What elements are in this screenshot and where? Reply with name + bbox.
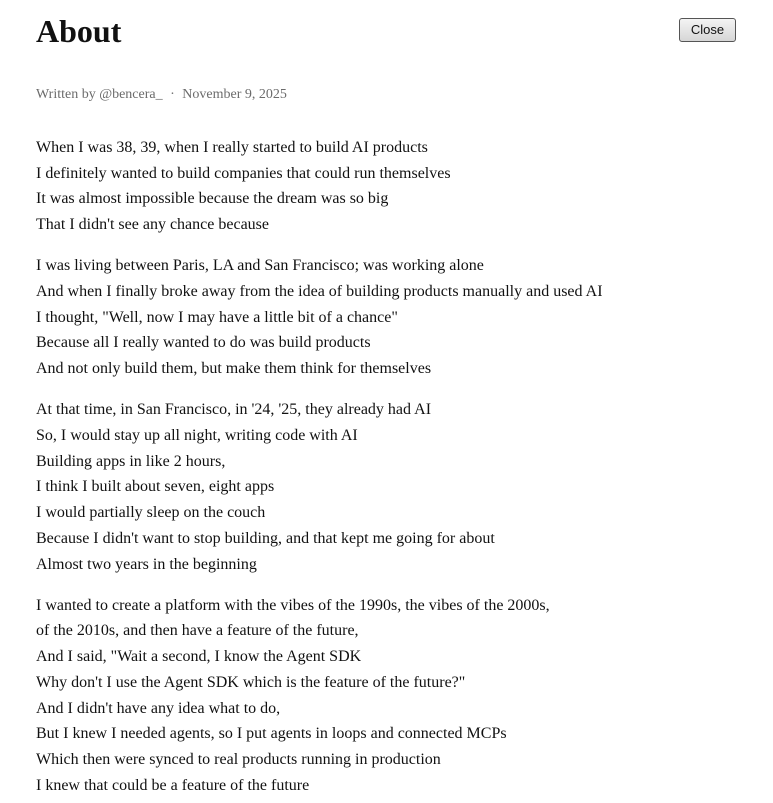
text-line: So, I would stay up all night, writing code with AI <box>36 427 358 445</box>
text-line: Almost two years in the beginning <box>36 555 257 573</box>
publish-date: November 9, 2025 <box>182 87 287 102</box>
text-line: At that time, in San Francisco, in '24, '25, they already had AI <box>36 401 432 419</box>
text-line: I thought, "Well, now I may have a little bit of a chance" <box>36 308 398 326</box>
text-line: Because I didn't want to stop building, and that kept me going for about <box>36 529 495 547</box>
text-line: That I didn't see any chance because <box>36 216 269 234</box>
text-line: I think I built about seven, eight apps <box>36 478 275 496</box>
text-line: Because all I really wanted to do was build products <box>36 334 371 352</box>
text-line: But I knew I needed agents, so I put agents in loops and connected MCPs <box>36 725 507 743</box>
text-line: I knew that could be a feature of the future <box>36 776 310 794</box>
article-body <box>36 135 736 803</box>
close-button[interactable]: Close <box>679 18 736 42</box>
stanza <box>36 135 736 238</box>
text-line: Why don't I use the Agent SDK which is the feature of the future?" <box>36 673 466 691</box>
text-line: And I didn't have any idea what to do, <box>36 699 281 717</box>
byline-separator: · <box>170 87 175 102</box>
text-line: And when I finally broke away from the idea of building products manually and used AI <box>36 283 603 301</box>
author-credit: Written by @bencera_ <box>36 87 163 102</box>
text-line: And I said, "Wait a second, I know the Agent SDK <box>36 648 362 666</box>
text-line: I wanted to create a platform with the vibes of the 1990s, the vibes of the 2000s, <box>36 596 550 614</box>
text-line: I definitely wanted to build companies that could run themselves <box>36 164 451 182</box>
stanza <box>36 593 736 799</box>
text-line: It was almost impossible because the dream was so big <box>36 190 389 208</box>
page-title: About <box>36 13 122 49</box>
text-line: Which then were synced to real products running in production <box>36 750 441 768</box>
text-line: Building apps in like 2 hours, <box>36 452 226 470</box>
text-line: I was living between Paris, LA and San Francisco; was working alone <box>36 257 484 275</box>
text-line: When I was 38, 39, when I really started to build AI products <box>36 139 428 156</box>
stanza <box>36 397 736 577</box>
text-line: And not only build them, but make them think for themselves <box>36 360 432 378</box>
text-line: I would partially sleep on the couch <box>36 504 266 522</box>
text-line: of the 2010s, and then have a feature of the future, <box>36 622 359 640</box>
byline <box>36 86 287 104</box>
stanza <box>36 253 736 382</box>
